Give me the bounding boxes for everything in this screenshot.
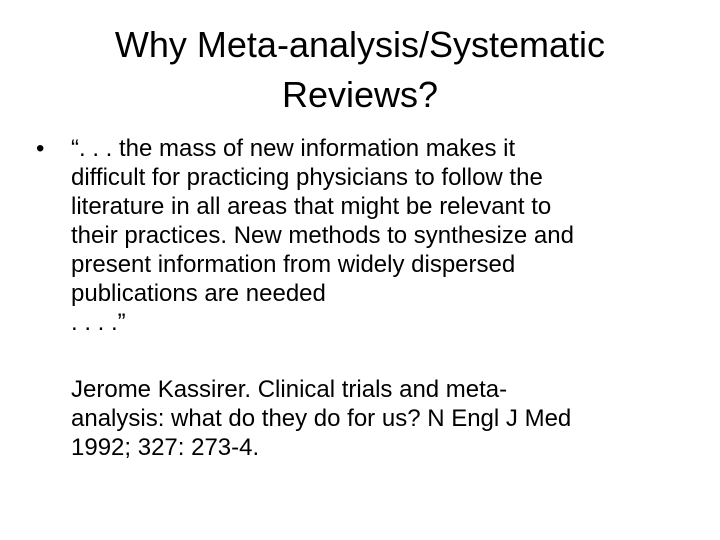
quote-line-3: literature in all areas that might be relevant to <box>71 193 552 220</box>
citation-line-2: analysis: what do they do for us? N Engl J Med <box>71 405 572 432</box>
bullet-dot-icon: • <box>36 135 45 162</box>
slide-title <box>0 20 720 120</box>
citation <box>71 375 691 462</box>
quote-line-5: present information from widely dispersed <box>71 251 516 278</box>
quote-line-2: difficult for practicing physicians to follow the <box>71 164 543 191</box>
quote-line-4: their practices. New methods to synthesize and <box>71 222 574 249</box>
quote-line-1: “. . . the mass of new information makes it <box>71 135 516 162</box>
quote-line-6: publications are needed <box>71 280 326 307</box>
slide-title-line-1: Why Meta-analysis/Systematic <box>114 24 606 65</box>
quote-text <box>71 134 696 337</box>
citation-line-1: Jerome Kassirer. Clinical trials and meta- <box>71 376 508 403</box>
citation-line-3: 1992; 327: 273-4. <box>71 434 260 461</box>
quote-line-7: . . . .” <box>71 309 126 336</box>
slide-title-line-2: Reviews? <box>281 74 439 115</box>
